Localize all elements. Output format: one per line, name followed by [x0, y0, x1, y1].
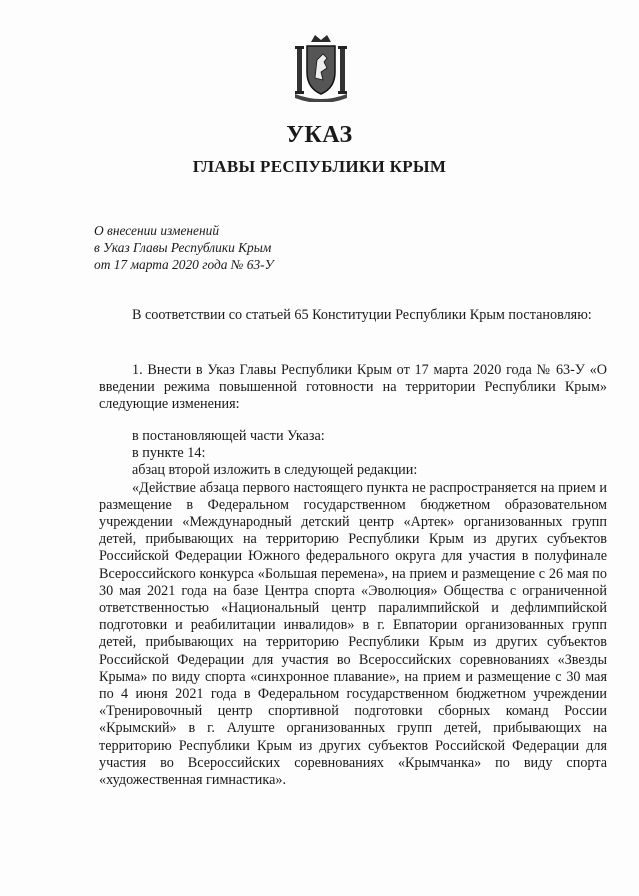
document-title: УКАЗ [286, 122, 353, 148]
amendment-quote-text: «Действие абзаца первого настоящего пункта не распространяется на прием и размещение в Федеральном государственном бюджетном образовательном учреждении «Международный детский центр «Артек» организованных групп детей, прибывающих на территорию Республики Крым из других субъектов Российской Федерации Южного федерального округа для участия в полуфинале Всероссийского конкурса «Большая перемена», на прием и размещение с 26 мая по 30 мая 2021 года на базе Центра спорта «Эволюция» Общества с ограниченной ответственностью «Национальный центр паралимпийской и дефлимпийской подготовки и реабилитации инвалидов» в г. Евпатории организованных групп детей, прибывающих на территорию Республики Крым из других субъектов Российской Федерации для участия во Всероссийских соревнованиях «Звезды Крыма» по виду спорта «синхронное плавание», на прием и размещение с 30 мая по 4 июня 2021 года в Федеральном государственном бюджетном учреждении «Тренировочный центр спортивной подготовки сборных команд России «Крымский» в г. Алуште организованных групп детей, прибывающих на территорию Республики Крым из других субъектов Российской Федерации для участия во Всероссийских соревнованиях «Крымчанка» по виду спорта «художественная гимнастика». [99, 479, 607, 789]
preamble-paragraph [99, 307, 607, 324]
crimea-coat-of-arms-icon [291, 32, 351, 102]
subject-line-2: в Указ Главы Республики Крым [94, 240, 272, 255]
amendment-line-point-14: в пункте 14: [132, 445, 206, 462]
document-subject [94, 222, 274, 273]
amendment-line-operative-part: в постановляющей части Указа: [132, 428, 325, 444]
document-subtitle: ГЛАВЫ РЕСПУБЛИКИ КРЫМ [192, 157, 447, 176]
item-1-paragraph [99, 362, 607, 414]
subject-line-3: от 17 марта 2020 года № 63-У [94, 257, 274, 272]
amendment-block [99, 428, 607, 789]
amendment-line-paragraph-two: абзац второй изложить в следующей редакции: [132, 462, 418, 479]
preamble-text: В соответствии со статьей 65 Конституции Республики Крым постановляю: [132, 307, 592, 323]
item-1-text: 1. Внести в Указ Главы Республики Крым от 17 марта 2020 года № 63-У «О введении режима повышенной готовности на территории Республики Крым» следующие изменения: [99, 362, 607, 413]
subject-line-1: О внесении изменений [94, 223, 220, 238]
